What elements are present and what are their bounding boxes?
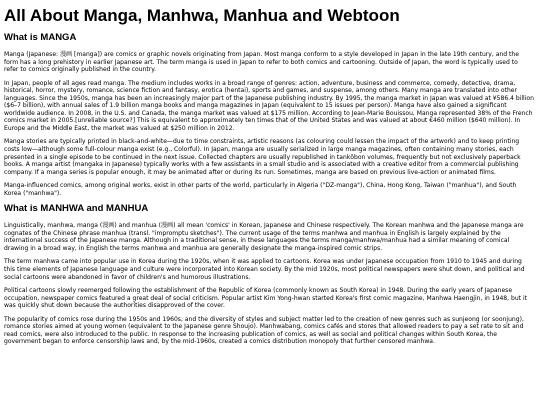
page-title: All About Manga, Manhwa, Manhua and Webtoon [4, 6, 400, 25]
paragraph: The popularity of comics rose during the 1950s and 1960s, and the diversity of styles and subject matter led to the creation of new genres such as sunjeong (or soonjung), romance stories aimed at young women (equivalent to the Japanese genre Shoujo). Manhwabang, comics cafés and stores that allowed readers to pay a set rate to sit and read comics, were also introduced to the public. In response to the increasing publication of comics, as well as social and political changes within South Korea, the government began to enforce censorship laws and, by the mid-1960s, created a comics distribution monopoly that further censored manhwa. [4, 315, 524, 346]
section-manhwa-manhua [4, 203, 534, 346]
paragraph: In Japan, people of all ages read manga. The medium includes works in a broad range of genres: action, adventure, business and commerce, comedy, detective, drama, historical, horror, mystery, romance, science fiction and fantasy, erotica (hentai), sports and games, and suspense, among others. Many manga are translated into other languages. Since the 1950s, manga has been an increasingly major part of the Japanese publishing industry. By 1995, the manga market in Japan was valued at ¥586.4 billion ($6–7 billion), with annual sales of 1.9 billion manga books and manga magazines in Japan (equivalent to 15 issues per person). Manga have also gained a significant worldwide audience. In 2008, in the U.S. and Canada, the manga market was valued at $175 million. According to Jean-Marie Bouissou, Manga represented 38% of the French comics market in 2005.[unreliable source?] This is equivalent to approximately ten times that of the United States and was valued at about €460 million ($640 million). In Europe and the Middle East, the market was valued at $250 million in 2012. [4, 79, 534, 132]
section-heading-manhwa-manhua: What is MANHWA and MANHUA [4, 203, 149, 215]
paragraph: Manga stories are typically printed in black-and-white—due to time constraints, artistic reasons (as colouring could lessen the impact of the artwork) and to keep printing costs low—although some full-colour manga exist (e.g., Colorful). In Japan, manga are usually serialized in large manga magazines, often containing many stories, each presented in a single episode to be continued in the next issue. Collected chapters are usually republished in tankōbon volumes, frequently but not exclusively paperback books. A manga artist (mangaka in Japanese) typically works with a few assistants in a small studio and is associated with a creative editor from a commercial publishing company. If a manga series is popular enough, it may be animated after or during its run. Sometimes, manga are based on previous live-action or animated films. [4, 138, 521, 176]
paragraph: Manga-influenced comics, among original works, exist in other parts of the world, particularly in Algeria ("DZ-manga"), China, Hong Kong, Taiwan ("manhua"), and South Korea ("manhwa"). [4, 182, 517, 197]
paragraph: Linguistically, manhwa, manga (漫画) and manhua (漫画) all mean 'comics' in Korean, Japanese and Chinese respectively. The Korean manhwa and the Japanese manga are cognates of the Chinese phrase manhua (transl. "impromptu sketches"). The current usage of the terms manhwa and manhua in English is largely explained by the international success of the Japanese manga. Although in a traditional sense, in these languages the terms manga/manhwa/manhua had a similar meaning of comical drawing in a broad way, in English the terms manhwa and manhua are generally designate the manga-inspired comic strips. [4, 222, 524, 252]
paragraph: The term manhwa came into popular use in Korea during the 1920s, when it was applied to cartoons. Korea was under Japanese occupation from 1910 to 1945 and during this time elements of Japanese language and culture were incorporated into Korean society. By the mid 1920s, most political newspapers were shut down, and political and social cartoons were abandoned in favor of children's and humorous illustrations. [4, 258, 525, 281]
section-manga [4, 32, 534, 197]
paragraph: Manga (Japanese: 漫画 [manga]) are comics or graphic novels originating from Japan. Most manga conform to a style developed in Japan in the late 19th century, and the form has a long prehistory in earlier Japanese art. The term manga is used in Japan to refer to both comics and cartooning. Outside of Japan, the word is typically used to refer to comics originally published in the country. [4, 51, 519, 74]
paragraph: Political cartoons slowly reemerged following the establishment of the Republic of Korea (commonly known as South Korea) in 1948. During the early years of Japanese occupation, newspaper comics featured a great deal of social criticism. Popular artist Kim Yong-hwan started Korea's first comic magazine, Manhwa Haengjin, in 1948, but it was quickly shut down because the authorities disapproved of the cover. [4, 287, 527, 310]
section-heading-manga: What is MANGA [4, 32, 77, 43]
